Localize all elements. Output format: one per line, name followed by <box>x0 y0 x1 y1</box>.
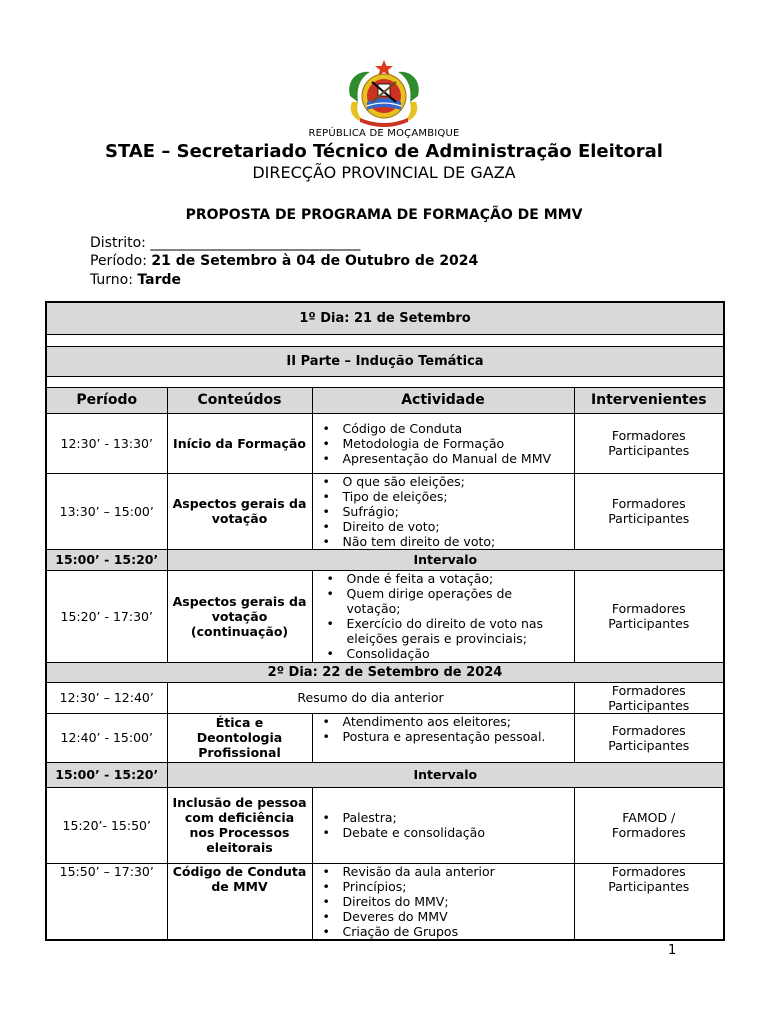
activity-item: • Deveres do MMV <box>343 909 570 924</box>
row-period: 15:20’- 15:50’ <box>46 787 167 863</box>
table-row <box>46 473 724 549</box>
table-header-row <box>46 387 724 413</box>
turno-label: Turno: <box>90 272 133 288</box>
day1-band-row <box>46 302 724 334</box>
row-summary: Resumo do dia anterior <box>167 682 574 713</box>
break-period: 15:00’ - 15:20’ <box>46 762 167 787</box>
row-activities <box>312 713 574 762</box>
intervenient: Formadores <box>611 722 686 738</box>
intervenient: Formadores <box>611 825 686 840</box>
intervenient: Formadores <box>611 863 686 879</box>
intervenient: Participantes <box>608 878 690 894</box>
activity-item: • Código de Conduta <box>343 421 570 436</box>
break-row <box>46 549 724 570</box>
row-activities <box>312 787 574 863</box>
table-row <box>46 682 724 713</box>
break-label: Intervalo <box>167 762 724 787</box>
activity-item: • Onde é feita a votação; <box>347 571 570 586</box>
break-row <box>46 762 724 787</box>
intervenient: Participantes <box>608 737 690 753</box>
distrito-value: ______________________________ <box>150 235 361 251</box>
activity-item: • Atendimento aos eleitores; <box>343 714 570 729</box>
row-content: Ética e Deontologia Profissional <box>167 713 312 762</box>
intervenient: Formadores <box>611 496 686 511</box>
turno-value: Tarde <box>137 272 182 288</box>
intervenient: Participantes <box>608 443 690 458</box>
activity-item: • Apresentação do Manual de MMV <box>343 451 570 466</box>
intervenient: Participantes <box>608 697 690 713</box>
activity-item: • O que são eleições; <box>343 474 570 489</box>
periodo-value: 21 de Setembro à 04 de Outubro de 2024 <box>151 253 479 269</box>
activity-item: • Consolidação <box>347 646 570 661</box>
row-intervenientes <box>574 413 724 473</box>
row-content: Código de Conduta de MMV <box>167 863 312 940</box>
row-intervenientes <box>574 787 724 863</box>
activity-item: • Princípios; <box>343 879 570 894</box>
table-row <box>46 413 724 473</box>
row-intervenientes <box>574 570 724 662</box>
row-activities <box>312 473 574 549</box>
row-activities <box>312 570 574 662</box>
row-content: Aspectos gerais da votação <box>167 473 312 549</box>
break-label: Intervalo <box>167 549 724 570</box>
activity-item: • Debate e consolidação <box>343 825 570 840</box>
row-content: Inclusão de pessoa com deficiência nos Processos eleitorais <box>167 787 312 863</box>
activity-item: • Metodologia de Formação <box>343 436 570 451</box>
day2-band-row <box>46 662 724 682</box>
document-title: PROPOSTA DE PROGRAMA DE FORMAÇÃO DE MMV <box>185 207 583 223</box>
intervenient: Formadores <box>611 601 686 616</box>
table-row <box>46 787 724 863</box>
intervenient: Formadores <box>611 428 686 443</box>
row-period: 15:50’ – 17:30’ <box>46 863 167 940</box>
activity-item: • Postura e apresentação pessoal. <box>343 729 570 744</box>
row-period: 15:20’ - 17:30’ <box>46 570 167 662</box>
activity-item: • Direito de voto; <box>343 519 570 534</box>
table-row <box>46 570 724 662</box>
row-intervenientes <box>574 863 724 940</box>
department-name: DIRECÇÃO PROVINCIAL DE GAZA <box>252 163 516 182</box>
table-row <box>46 713 724 762</box>
activity-item: • Não tem direito de voto; <box>343 534 570 549</box>
intervenient: Participantes <box>608 511 690 526</box>
row-period: 12:40’ - 15:00’ <box>46 713 167 762</box>
row-activities <box>312 863 574 940</box>
turno-line <box>90 272 181 288</box>
row-period: 13:30’ – 15:00’ <box>46 473 167 549</box>
activity-item: • Exercício do direito de voto nas eleições gerais e provinciais; <box>347 616 570 646</box>
intervenient: Formadores <box>611 682 686 698</box>
break-period: 15:00’ - 15:20’ <box>46 549 167 570</box>
header-intervenientes: Intervenientes <box>574 387 724 413</box>
day2-heading: 2º Dia: 22 de Setembro de 2024 <box>46 662 724 682</box>
part-heading: II Parte – Indução Temática <box>46 346 724 376</box>
spacer-row <box>46 376 724 387</box>
day1-heading: 1º Dia: 21 de Setembro <box>46 302 724 334</box>
organization-name: STAE – Secretariado Técnico de Administração Eleitoral <box>105 141 663 162</box>
row-content: Início da Formação <box>167 413 312 473</box>
distrito-label: Distrito: <box>90 235 146 251</box>
part-band-row <box>46 346 724 376</box>
activity-item: • Sufrágio; <box>343 504 570 519</box>
republic-name: REPÚBLICA DE MOÇAMBIQUE <box>308 128 460 139</box>
program-table <box>45 301 725 941</box>
activity-item: • Revisão da aula anterior <box>343 864 570 879</box>
distrito-line <box>90 235 360 251</box>
row-period: 12:30’ – 12:40’ <box>46 682 167 713</box>
row-activities <box>312 413 574 473</box>
header-conteudos: Conteúdos <box>167 387 312 413</box>
row-period: 12:30’ - 13:30’ <box>46 413 167 473</box>
intervenient: Participantes <box>608 616 690 631</box>
table-row <box>46 863 724 940</box>
activity-item: • Palestra; <box>343 810 570 825</box>
row-intervenientes <box>574 682 724 713</box>
activity-item: • Criação de Grupos <box>343 924 570 939</box>
header-periodo: Período <box>46 387 167 413</box>
activity-item: • Direitos do MMV; <box>343 894 570 909</box>
activity-item: • Quem dirige operações de votação; <box>347 586 570 616</box>
periodo-line <box>90 253 478 269</box>
row-content: Aspectos gerais da votação (continuação) <box>167 570 312 662</box>
spacer-row <box>46 334 724 346</box>
row-intervenientes <box>574 473 724 549</box>
header-actividade: Actividade <box>312 387 574 413</box>
coat-of-arms-emblem <box>340 58 428 130</box>
periodo-label: Período: <box>90 253 147 269</box>
row-intervenientes <box>574 713 724 762</box>
intervenient: FAMOD / <box>622 810 676 825</box>
activity-item: • Tipo de eleições; <box>343 489 570 504</box>
page-number: 1 <box>668 943 677 958</box>
